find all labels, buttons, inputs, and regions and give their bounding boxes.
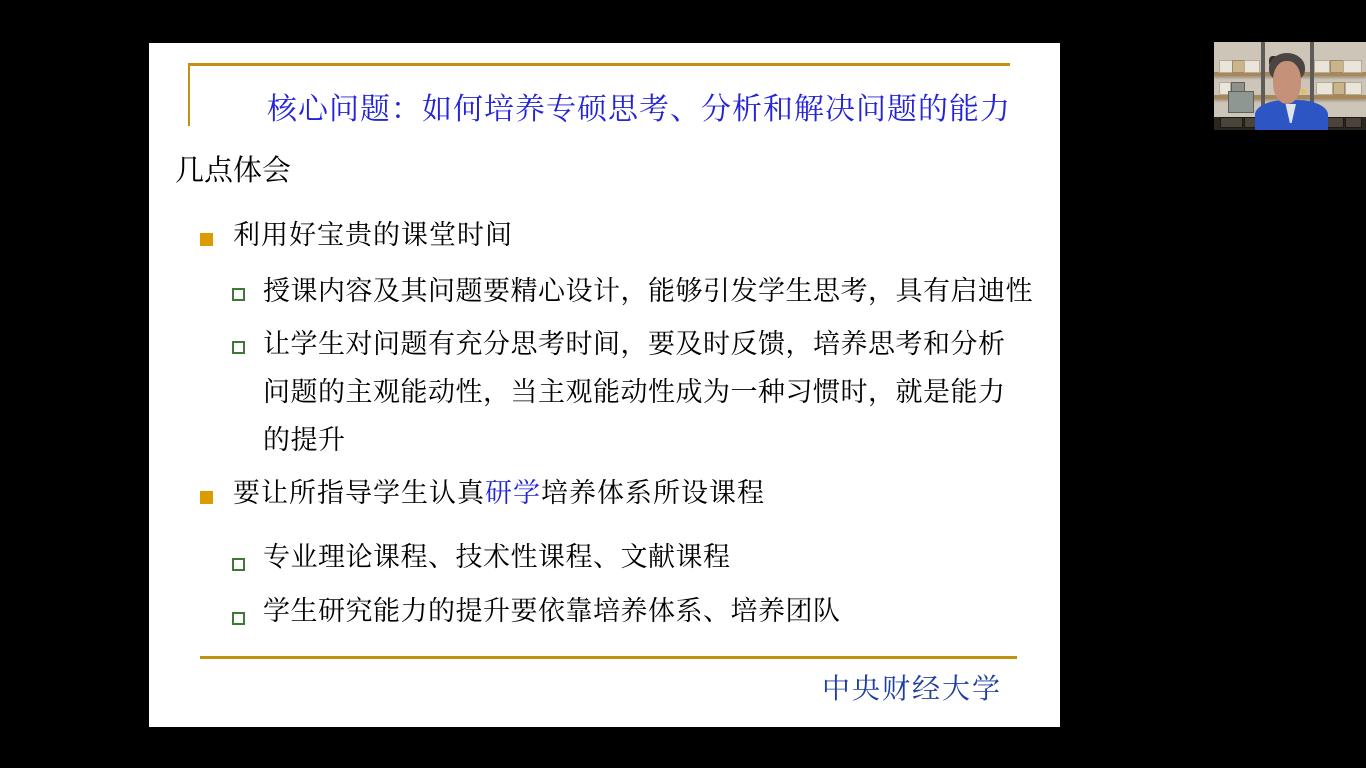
top-accent-rule [188,63,1010,66]
sub-bullet-square-icon [232,612,245,625]
shelf-binder [1232,60,1245,73]
bullet-text-suffix: 培养体系所设课程 [541,478,765,508]
shelf-binder [1219,60,1233,73]
shelf-binder [1314,60,1330,73]
shelf-monitor [1228,91,1254,112]
shelf-binder [1330,60,1344,73]
presentation-slide [149,43,1060,727]
bullet-text-prefix: 要让所指导学生认真 [233,478,485,508]
shelf-binder [1333,82,1346,95]
top-accent-rule-corner [188,63,190,126]
bullet-item: 利用好宝贵的课堂时间 [233,220,513,250]
sub-bullet-square-icon [232,288,245,301]
presenter-webcam-video[interactable] [1214,42,1366,130]
sub-bullet-item: 学生研究能力的提升要依靠培养体系、培养团队 [263,596,841,626]
bullet-square-icon [200,233,213,246]
bullet-square-icon [200,491,213,504]
slide-footer-university: 中央财经大学 [821,674,1002,705]
shelf-binder [1345,82,1362,95]
slide-title: 核心问题：如何培养专硕思考、分析和解决问题的能力 [267,93,1011,126]
earbud-icon [1301,89,1306,94]
shelf-binder [1343,60,1362,73]
presenter-face [1273,61,1302,103]
sub-bullet-square-icon [232,341,245,354]
sub-bullet-square-icon [232,558,245,571]
desk-box [1220,117,1243,128]
bullet-item [233,476,765,510]
shelf-binder [1244,60,1260,73]
bullet-text-highlight: 研学 [485,478,541,508]
sub-bullet-item: 专业理论课程、技术性课程、文献课程 [263,542,731,572]
bottom-accent-rule [200,656,1017,659]
sub-bullet-item: 授课内容及其问题要精心设计，能够引发学生思考，具有启迪性 [263,276,1033,306]
slide-heading: 几点体会 [175,155,292,187]
sub-bullet-item: 让学生对问题有充分思考时间，要及时反馈，培养思考和分析问题的主观能动性，当主观能动性成为一种习惯时，就是能力的提升 [263,329,1006,455]
shelf-binder [1316,82,1333,95]
desk-box [1345,117,1362,128]
